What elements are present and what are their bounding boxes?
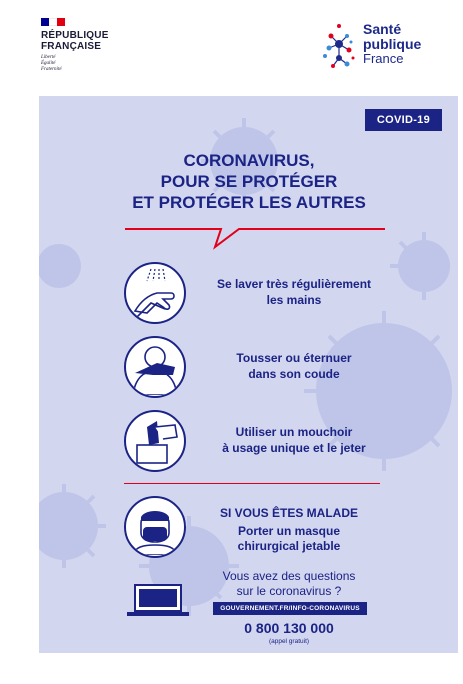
poster-panel [39,96,458,653]
poster-title: CORONAVIRUS, POUR SE PROTÉGER ET PROTÉGER LES AUTRES [132,151,366,212]
sick-section-row [124,496,186,558]
molecule-logo-icon [323,22,355,72]
tissue-box-icon [124,410,186,472]
hand-washing-icon [124,262,186,324]
gesture-row-tissue [124,410,366,472]
sick-advice: Porter un masque chirurgical jetable [237,524,341,553]
phone-note: (appel gratuit) [268,638,310,645]
gesture-text-cough-elbow: Tousser ou éternuer dans son coude [236,351,352,381]
laptop-icon [127,583,189,617]
questions-text: Vous avez des questions sur le coronavirus ? [222,569,356,598]
phone-number[interactable]: 0 800 130 000 [244,620,334,636]
gesture-row-wash-hands [124,262,372,324]
sante-publique-france-name: Santé publique France [363,21,422,66]
sick-title: SI VOUS ÊTES MALADE [219,506,359,520]
french-flag-icon [41,18,65,26]
sante-publique-france-logo [323,22,421,72]
covid-badge: COVID-19 [365,109,442,131]
separator-line [124,483,380,484]
info-url-link[interactable]: GOUVERNEMENT.FR/INFO-CORONAVIRUS [213,602,367,615]
gesture-row-cough-elbow [124,336,352,398]
republique-name: RÉPUBLIQUE FRANÇAISE [41,30,109,52]
republique-motto: Liberté Égalité Fraternité [41,55,62,72]
speech-bubble-underline-icon [125,221,385,251]
cough-elbow-icon [124,336,186,398]
gesture-text-tissue: Utiliser un mouchoir à usage unique et le jeter [222,425,366,455]
republique-francaise-logo [41,18,109,73]
gesture-text-wash-hands: Se laver très régulièrement les mains [216,277,372,307]
face-mask-icon [124,496,186,558]
